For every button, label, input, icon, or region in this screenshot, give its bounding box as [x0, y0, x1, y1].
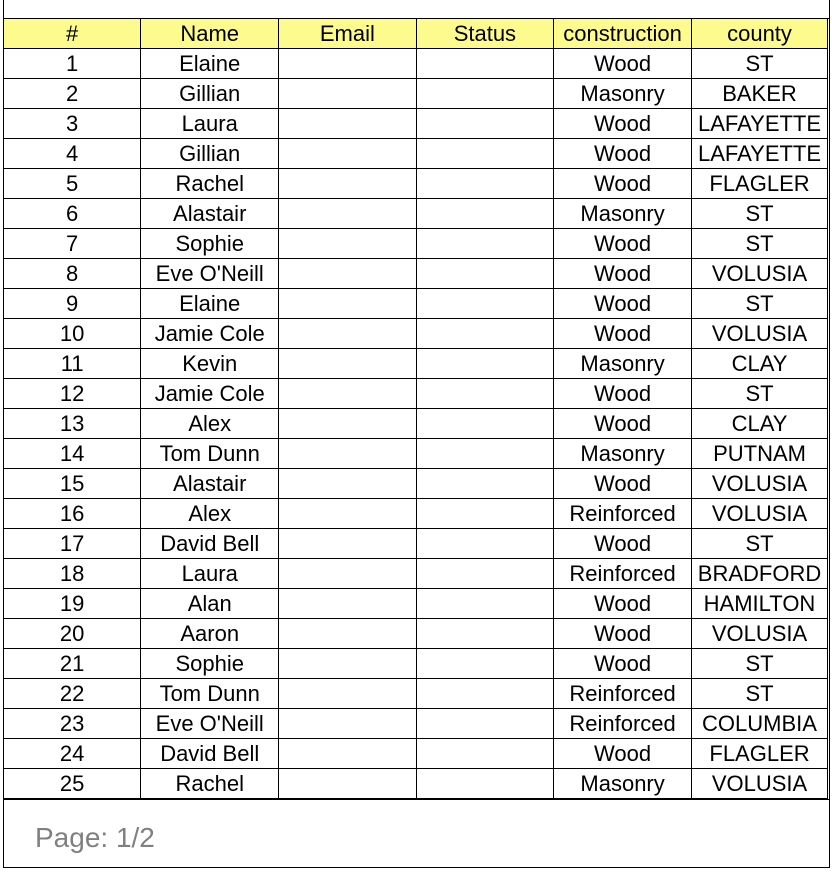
cell-status	[416, 589, 554, 619]
table-row	[4, 49, 828, 79]
data-table	[3, 18, 828, 799]
cell-construction: Masonry	[554, 439, 692, 469]
cell-email	[279, 49, 416, 79]
table-row	[4, 289, 828, 319]
cell-email	[279, 469, 416, 499]
cell-county: ST	[692, 289, 828, 319]
cell-status	[416, 649, 554, 679]
cell-name: Tom Dunn	[141, 439, 279, 469]
table-row	[4, 769, 828, 799]
cell-construction: Masonry	[554, 769, 692, 799]
table-row	[4, 349, 828, 379]
cell-name: Alex	[141, 499, 279, 529]
cell-construction: Wood	[554, 649, 692, 679]
table-row	[4, 169, 828, 199]
cell-num: 12	[4, 379, 141, 409]
cell-num: 20	[4, 619, 141, 649]
cell-status	[416, 79, 554, 109]
cell-status	[416, 679, 554, 709]
cell-email	[279, 139, 416, 169]
cell-num: 21	[4, 649, 141, 679]
cell-name: Alan	[141, 589, 279, 619]
cell-construction: Wood	[554, 529, 692, 559]
cell-email	[279, 619, 416, 649]
cell-status	[416, 529, 554, 559]
cell-county: HAMILTON	[692, 589, 828, 619]
cell-name: Gillian	[141, 79, 279, 109]
cell-num: 1	[4, 49, 141, 79]
cell-email	[279, 529, 416, 559]
table-bottom-divider	[4, 799, 829, 800]
cell-name: Jamie Cole	[141, 319, 279, 349]
table-row	[4, 469, 828, 499]
cell-county: FLAGLER	[692, 739, 828, 769]
header-construction: construction	[554, 19, 692, 49]
cell-email	[279, 79, 416, 109]
table-row	[4, 439, 828, 469]
cell-num: 9	[4, 289, 141, 319]
cell-name: Laura	[141, 109, 279, 139]
cell-status	[416, 469, 554, 499]
cell-construction: Wood	[554, 319, 692, 349]
cell-county: VOLUSIA	[692, 769, 828, 799]
cell-status	[416, 319, 554, 349]
table-row	[4, 649, 828, 679]
cell-construction: Wood	[554, 379, 692, 409]
table-row	[4, 259, 828, 289]
cell-county: ST	[692, 199, 828, 229]
cell-county: ST	[692, 229, 828, 259]
cell-email	[279, 709, 416, 739]
cell-num: 25	[4, 769, 141, 799]
cell-status	[416, 49, 554, 79]
cell-status	[416, 349, 554, 379]
cell-email	[279, 739, 416, 769]
header-num: #	[4, 19, 141, 49]
cell-construction: Masonry	[554, 79, 692, 109]
header-county: county	[692, 19, 828, 49]
cell-construction: Wood	[554, 259, 692, 289]
cell-email	[279, 169, 416, 199]
cell-num: 17	[4, 529, 141, 559]
cell-num: 7	[4, 229, 141, 259]
cell-name: Jamie Cole	[141, 379, 279, 409]
cell-construction: Wood	[554, 619, 692, 649]
cell-status	[416, 709, 554, 739]
cell-num: 16	[4, 499, 141, 529]
cell-status	[416, 739, 554, 769]
cell-status	[416, 409, 554, 439]
cell-name: Elaine	[141, 49, 279, 79]
cell-construction: Masonry	[554, 349, 692, 379]
cell-construction: Reinforced	[554, 709, 692, 739]
cell-status	[416, 259, 554, 289]
cell-num: 5	[4, 169, 141, 199]
table-row	[4, 79, 828, 109]
cell-email	[279, 439, 416, 469]
cell-status	[416, 439, 554, 469]
cell-email	[279, 589, 416, 619]
cell-num: 15	[4, 469, 141, 499]
report-sheet	[3, 0, 830, 868]
cell-construction: Reinforced	[554, 559, 692, 589]
cell-email	[279, 769, 416, 799]
cell-status	[416, 379, 554, 409]
cell-construction: Wood	[554, 589, 692, 619]
cell-email	[279, 379, 416, 409]
cell-status	[416, 499, 554, 529]
cell-num: 19	[4, 589, 141, 619]
cell-construction: Masonry	[554, 199, 692, 229]
cell-num: 18	[4, 559, 141, 589]
cell-email	[279, 559, 416, 589]
header-row	[4, 19, 828, 49]
cell-county: VOLUSIA	[692, 469, 828, 499]
cell-num: 2	[4, 79, 141, 109]
cell-name: Gillian	[141, 139, 279, 169]
cell-county: ST	[692, 679, 828, 709]
cell-email	[279, 319, 416, 349]
cell-name: Rachel	[141, 769, 279, 799]
cell-email	[279, 289, 416, 319]
cell-name: Alex	[141, 409, 279, 439]
cell-num: 13	[4, 409, 141, 439]
cell-name: David Bell	[141, 529, 279, 559]
table-row	[4, 739, 828, 769]
table-row	[4, 499, 828, 529]
cell-email	[279, 349, 416, 379]
cell-email	[279, 679, 416, 709]
cell-email	[279, 409, 416, 439]
cell-email	[279, 499, 416, 529]
cell-status	[416, 559, 554, 589]
cell-construction: Reinforced	[554, 679, 692, 709]
cell-construction: Reinforced	[554, 499, 692, 529]
cell-num: 23	[4, 709, 141, 739]
cell-construction: Wood	[554, 169, 692, 199]
cell-construction: Wood	[554, 469, 692, 499]
cell-name: Eve O'Neill	[141, 259, 279, 289]
cell-email	[279, 199, 416, 229]
cell-name: Eve O'Neill	[141, 709, 279, 739]
cell-construction: Wood	[554, 109, 692, 139]
cell-status	[416, 619, 554, 649]
table-row	[4, 709, 828, 739]
cell-email	[279, 259, 416, 289]
cell-county: CLAY	[692, 349, 828, 379]
cell-name: Elaine	[141, 289, 279, 319]
cell-county: ST	[692, 49, 828, 79]
cell-construction: Wood	[554, 229, 692, 259]
top-margin	[4, 0, 829, 19]
cell-name: Alastair	[141, 199, 279, 229]
cell-num: 4	[4, 139, 141, 169]
table-row	[4, 559, 828, 589]
cell-county: ST	[692, 649, 828, 679]
cell-email	[279, 109, 416, 139]
table-row	[4, 529, 828, 559]
table-row	[4, 139, 828, 169]
cell-county: BAKER	[692, 79, 828, 109]
cell-county: LAFAYETTE	[692, 139, 828, 169]
header-status: Status	[416, 19, 554, 49]
cell-name: David Bell	[141, 739, 279, 769]
cell-county: ST	[692, 529, 828, 559]
cell-county: VOLUSIA	[692, 259, 828, 289]
cell-status	[416, 169, 554, 199]
cell-county: VOLUSIA	[692, 619, 828, 649]
cell-name: Tom Dunn	[141, 679, 279, 709]
cell-status	[416, 769, 554, 799]
cell-name: Kevin	[141, 349, 279, 379]
cell-name: Rachel	[141, 169, 279, 199]
cell-status	[416, 229, 554, 259]
cell-county: ST	[692, 379, 828, 409]
cell-name: Alastair	[141, 469, 279, 499]
cell-num: 3	[4, 109, 141, 139]
cell-construction: Wood	[554, 139, 692, 169]
table-row	[4, 379, 828, 409]
table-row	[4, 679, 828, 709]
cell-num: 6	[4, 199, 141, 229]
cell-construction: Wood	[554, 49, 692, 79]
cell-county: VOLUSIA	[692, 319, 828, 349]
cell-county: CLAY	[692, 409, 828, 439]
cell-status	[416, 289, 554, 319]
table-body	[4, 49, 828, 799]
cell-name: Sophie	[141, 649, 279, 679]
table-row	[4, 589, 828, 619]
cell-num: 14	[4, 439, 141, 469]
table-row	[4, 229, 828, 259]
cell-county: LAFAYETTE	[692, 109, 828, 139]
table-row	[4, 109, 828, 139]
cell-county: BRADFORD	[692, 559, 828, 589]
cell-name: Aaron	[141, 619, 279, 649]
table-row	[4, 619, 828, 649]
cell-status	[416, 109, 554, 139]
page-indicator: Page: 1/2	[35, 822, 155, 853]
cell-name: Sophie	[141, 229, 279, 259]
cell-email	[279, 229, 416, 259]
cell-status	[416, 139, 554, 169]
header-email: Email	[279, 19, 416, 49]
table-row	[4, 199, 828, 229]
cell-num: 11	[4, 349, 141, 379]
cell-construction: Wood	[554, 289, 692, 319]
cell-name: Laura	[141, 559, 279, 589]
cell-county: COLUMBIA	[692, 709, 828, 739]
table-row	[4, 409, 828, 439]
cell-num: 8	[4, 259, 141, 289]
cell-county: PUTNAM	[692, 439, 828, 469]
cell-num: 10	[4, 319, 141, 349]
cell-num: 24	[4, 739, 141, 769]
cell-construction: Wood	[554, 739, 692, 769]
header-name: Name	[141, 19, 279, 49]
cell-county: VOLUSIA	[692, 499, 828, 529]
table-row	[4, 319, 828, 349]
cell-status	[416, 199, 554, 229]
cell-construction: Wood	[554, 409, 692, 439]
cell-county: FLAGLER	[692, 169, 828, 199]
cell-email	[279, 649, 416, 679]
cell-num: 22	[4, 679, 141, 709]
